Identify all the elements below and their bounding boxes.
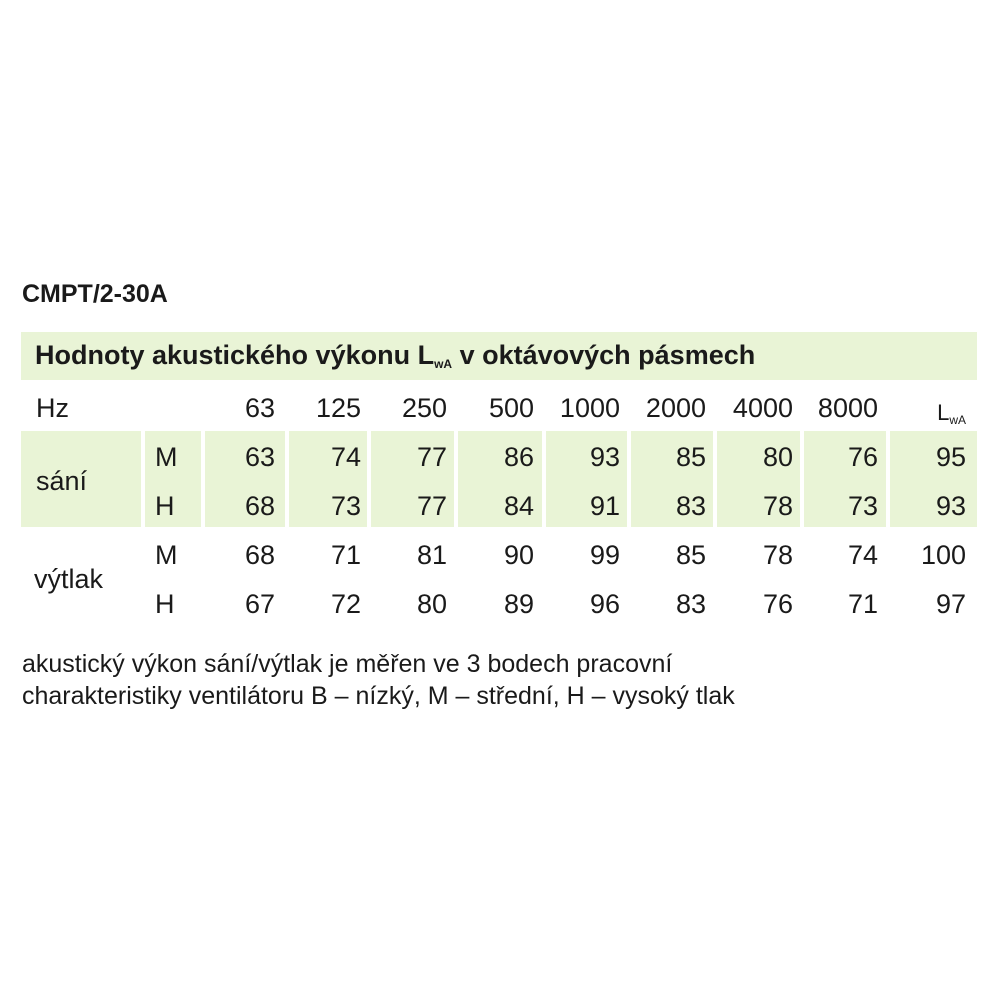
model-title: CMPT/2-30A bbox=[22, 280, 168, 308]
val-vytlak-h-lwa: 97 bbox=[935, 589, 966, 619]
table-banner bbox=[21, 332, 977, 380]
val-vytlak-h-63: 67 bbox=[244, 589, 275, 619]
val-sani-m-500: 86 bbox=[503, 442, 534, 472]
val-sani-m-lwa: 95 bbox=[935, 442, 966, 472]
val-sani-m-125: 74 bbox=[330, 442, 361, 472]
banner-title-main: Hodnoty akustického výkonu L bbox=[35, 340, 435, 370]
val-vytlak-h-125: 72 bbox=[330, 589, 361, 619]
mode-sani-h: H bbox=[155, 491, 175, 521]
freq-250: 250 bbox=[401, 393, 447, 423]
val-sani-h-4000: 78 bbox=[762, 491, 793, 521]
footnote-line-1: akustický výkon sání/výtlak je měřen ve 3 bodech pracovní bbox=[22, 650, 673, 678]
mode-vytlak-h: H bbox=[155, 589, 175, 619]
lwa-header bbox=[890, 395, 966, 432]
banner-title-end: v oktávových pásmech bbox=[452, 340, 756, 370]
val-vytlak-h-8000: 71 bbox=[847, 589, 878, 619]
val-vytlak-m-125: 71 bbox=[330, 540, 361, 570]
mode-sani-m: M bbox=[155, 442, 178, 472]
freq-2000: 2000 bbox=[645, 393, 706, 423]
val-vytlak-h-500: 89 bbox=[503, 589, 534, 619]
val-vytlak-m-250: 81 bbox=[416, 540, 447, 570]
val-sani-h-8000: 73 bbox=[847, 491, 878, 521]
val-sani-h-lwa: 93 bbox=[935, 491, 966, 521]
val-sani-h-1000: 91 bbox=[589, 491, 620, 521]
val-vytlak-m-lwa: 100 bbox=[920, 540, 966, 570]
val-sani-m-1000: 93 bbox=[589, 442, 620, 472]
val-vytlak-m-500: 90 bbox=[503, 540, 534, 570]
val-sani-m-4000: 80 bbox=[762, 442, 793, 472]
group-label-vytlak: výtlak bbox=[34, 564, 104, 594]
val-sani-m-250: 77 bbox=[416, 442, 447, 472]
val-vytlak-h-1000: 96 bbox=[589, 589, 620, 619]
freq-500: 500 bbox=[488, 393, 534, 423]
mode-vytlak-m: M bbox=[155, 540, 178, 570]
banner-title-sub: wA bbox=[434, 357, 453, 371]
val-vytlak-m-63: 68 bbox=[244, 540, 275, 570]
freq-63: 63 bbox=[244, 393, 275, 423]
val-sani-m-63: 63 bbox=[244, 442, 275, 472]
val-sani-m-8000: 76 bbox=[847, 442, 878, 472]
val-sani-h-250: 77 bbox=[416, 491, 447, 521]
footnote-line-2: charakteristiky ventilátoru B – nízký, M – střední, H – vysoký tlak bbox=[22, 682, 735, 710]
val-vytlak-m-1000: 99 bbox=[589, 540, 620, 570]
freq-4000: 4000 bbox=[732, 393, 793, 423]
hz-label: Hz bbox=[36, 393, 69, 423]
val-vytlak-h-250: 80 bbox=[416, 589, 447, 619]
banner-title bbox=[35, 340, 755, 371]
val-sani-h-500: 84 bbox=[503, 491, 534, 521]
val-vytlak-h-2000: 83 bbox=[675, 589, 706, 619]
val-sani-h-125: 73 bbox=[330, 491, 361, 521]
lwa-header-sub: wA bbox=[949, 413, 966, 427]
val-sani-h-2000: 83 bbox=[675, 491, 706, 521]
footnote bbox=[22, 648, 735, 712]
val-vytlak-h-4000: 76 bbox=[762, 589, 793, 619]
lwa-header-main: L bbox=[937, 400, 950, 425]
val-vytlak-m-2000: 85 bbox=[675, 540, 706, 570]
freq-8000: 8000 bbox=[817, 393, 878, 423]
val-vytlak-m-8000: 74 bbox=[847, 540, 878, 570]
group-label-sani: sání bbox=[36, 466, 88, 496]
freq-1000: 1000 bbox=[559, 393, 620, 423]
val-sani-h-63: 68 bbox=[244, 491, 275, 521]
val-sani-m-2000: 85 bbox=[675, 442, 706, 472]
val-vytlak-m-4000: 78 bbox=[762, 540, 793, 570]
freq-125: 125 bbox=[315, 393, 361, 423]
